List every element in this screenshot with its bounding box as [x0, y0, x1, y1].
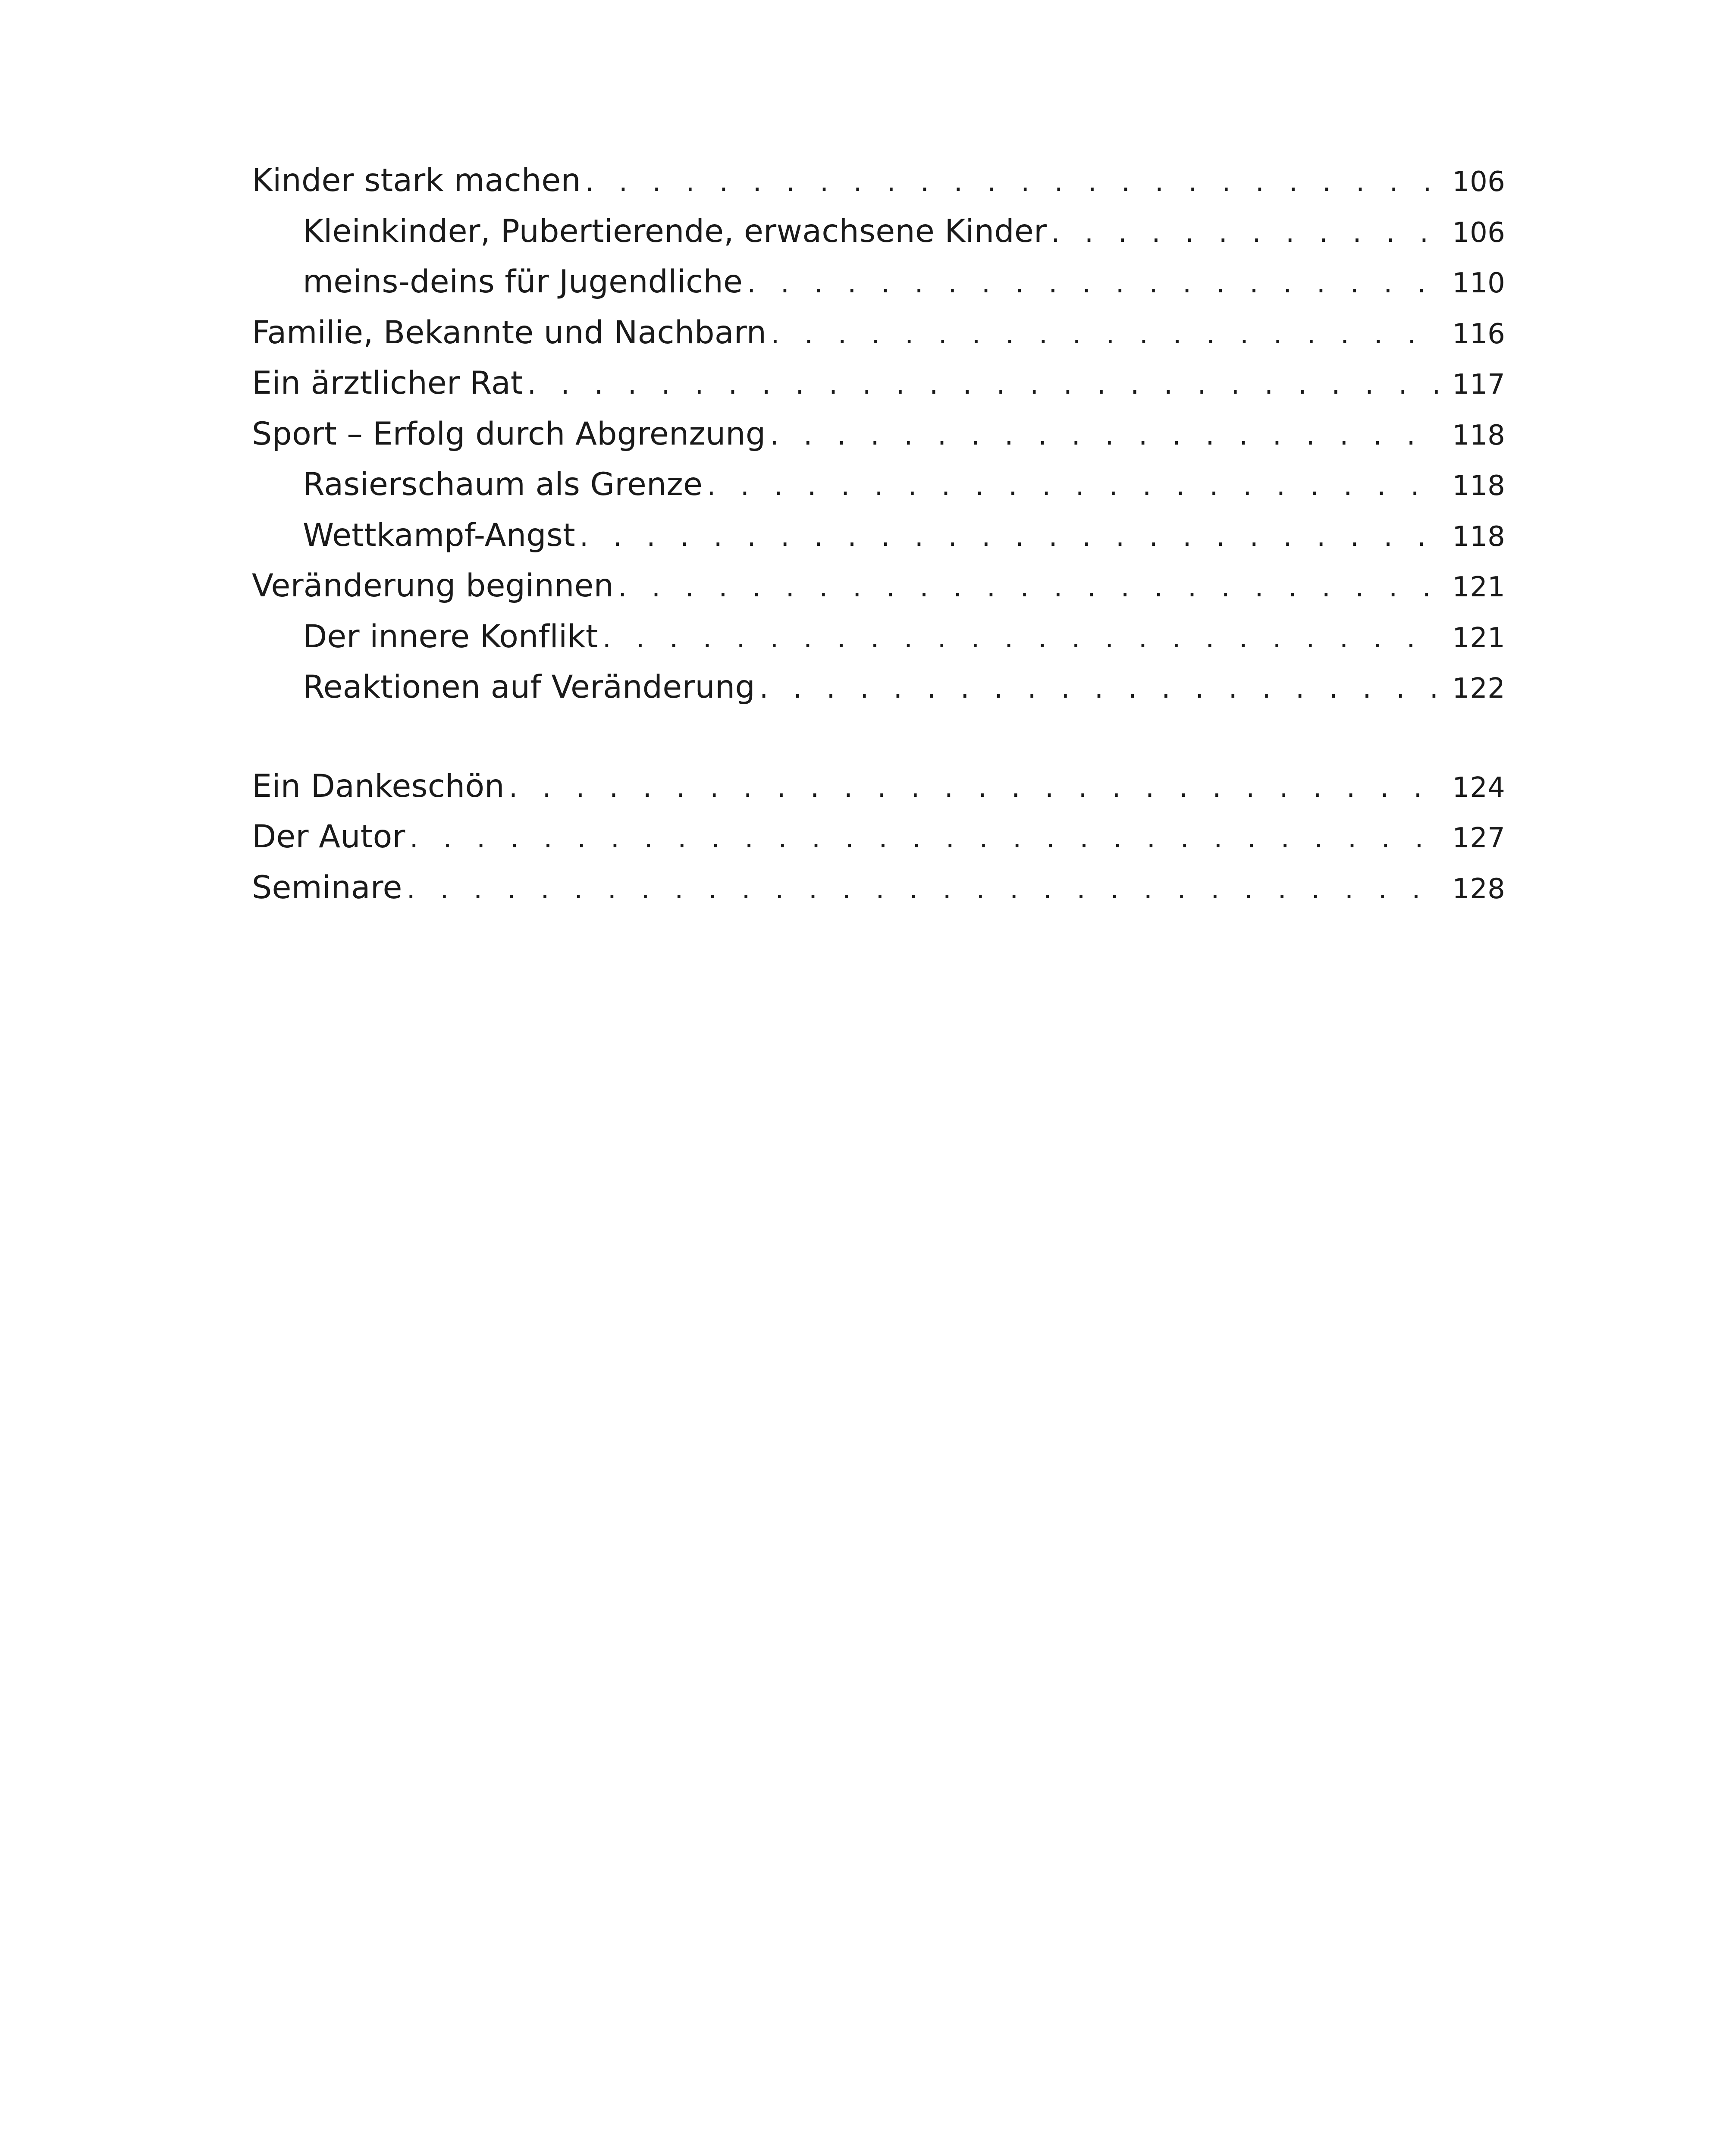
toc-entry-title: Seminare	[252, 869, 402, 906]
toc-entry-title: Der innere Konflikt	[303, 618, 598, 655]
toc-subentry	[252, 459, 1505, 510]
toc-entry-title: Veränderung beginnen	[252, 567, 614, 604]
toc-dot-leader	[410, 813, 1441, 864]
toc-page-number: 128	[1452, 873, 1505, 905]
toc-entry	[252, 812, 1505, 862]
toc-entry-title: Reaktionen auf Veränderung	[303, 669, 756, 705]
toc-entry	[252, 761, 1505, 812]
toc-entry-title: Rasierschaum als Grenze	[303, 466, 703, 503]
toc-entry-title: Ein Dankeschön	[252, 768, 505, 805]
toc-subentry	[252, 257, 1505, 307]
toc-entry-title: Wettkampf-Angst	[303, 517, 575, 554]
toc-subentry	[252, 611, 1505, 662]
toc-entry-title: Kinder stark machen	[252, 162, 581, 199]
toc-dot-leader	[527, 360, 1441, 411]
toc-entry-title: Kleinkinder, Pubertierende, erwachsene Kinder	[303, 213, 1047, 250]
toc-page-number: 118	[1452, 419, 1505, 451]
toc-dot-leader	[407, 864, 1441, 915]
toc-dot-leader	[509, 763, 1441, 814]
toc-subentry	[252, 510, 1505, 561]
toc-subentry	[252, 662, 1505, 713]
table-of-contents	[252, 155, 1505, 913]
toc-page-number: 127	[1452, 822, 1505, 854]
toc-entry	[252, 358, 1505, 409]
toc-dot-leader	[771, 309, 1441, 360]
toc-entry-title: Familie, Bekannte und Nachbarn	[252, 314, 767, 351]
toc-dot-leader	[747, 258, 1441, 309]
toc-subentry	[252, 206, 1505, 257]
toc-page-number: 116	[1452, 318, 1505, 350]
toc-entry-title: Der Autor	[252, 818, 405, 855]
toc-entry	[252, 409, 1505, 460]
toc-dot-leader	[618, 562, 1441, 613]
toc-entry-title: meins-deins für Jugendliche	[303, 263, 743, 300]
toc-dot-leader	[707, 461, 1441, 512]
toc-entry	[252, 307, 1505, 358]
toc-page-number: 124	[1452, 771, 1505, 804]
toc-page-number: 118	[1452, 470, 1505, 502]
toc-dot-leader	[585, 157, 1441, 208]
toc-page-number: 118	[1452, 520, 1505, 553]
toc-dot-leader	[770, 411, 1441, 461]
toc-dot-leader	[759, 664, 1441, 714]
toc-page-number: 117	[1452, 369, 1505, 401]
toc-entry	[252, 155, 1505, 206]
toc-dot-leader	[602, 613, 1441, 664]
toc-page-number: 122	[1452, 673, 1505, 705]
toc-page-number: 106	[1452, 166, 1505, 198]
toc-entry	[252, 862, 1505, 913]
toc-dot-leader	[1051, 208, 1441, 259]
toc-entry-title: Ein ärztlicher Rat	[252, 365, 523, 401]
toc-page-number: 121	[1452, 622, 1505, 654]
toc-page-number: 106	[1452, 216, 1505, 249]
toc-page-number: 121	[1452, 571, 1505, 603]
toc-entry-title: Sport – Erfolg durch Abgrenzung	[252, 415, 766, 452]
toc-entry	[252, 561, 1505, 611]
toc-page-number: 110	[1452, 267, 1505, 299]
toc-dot-leader	[580, 512, 1441, 563]
